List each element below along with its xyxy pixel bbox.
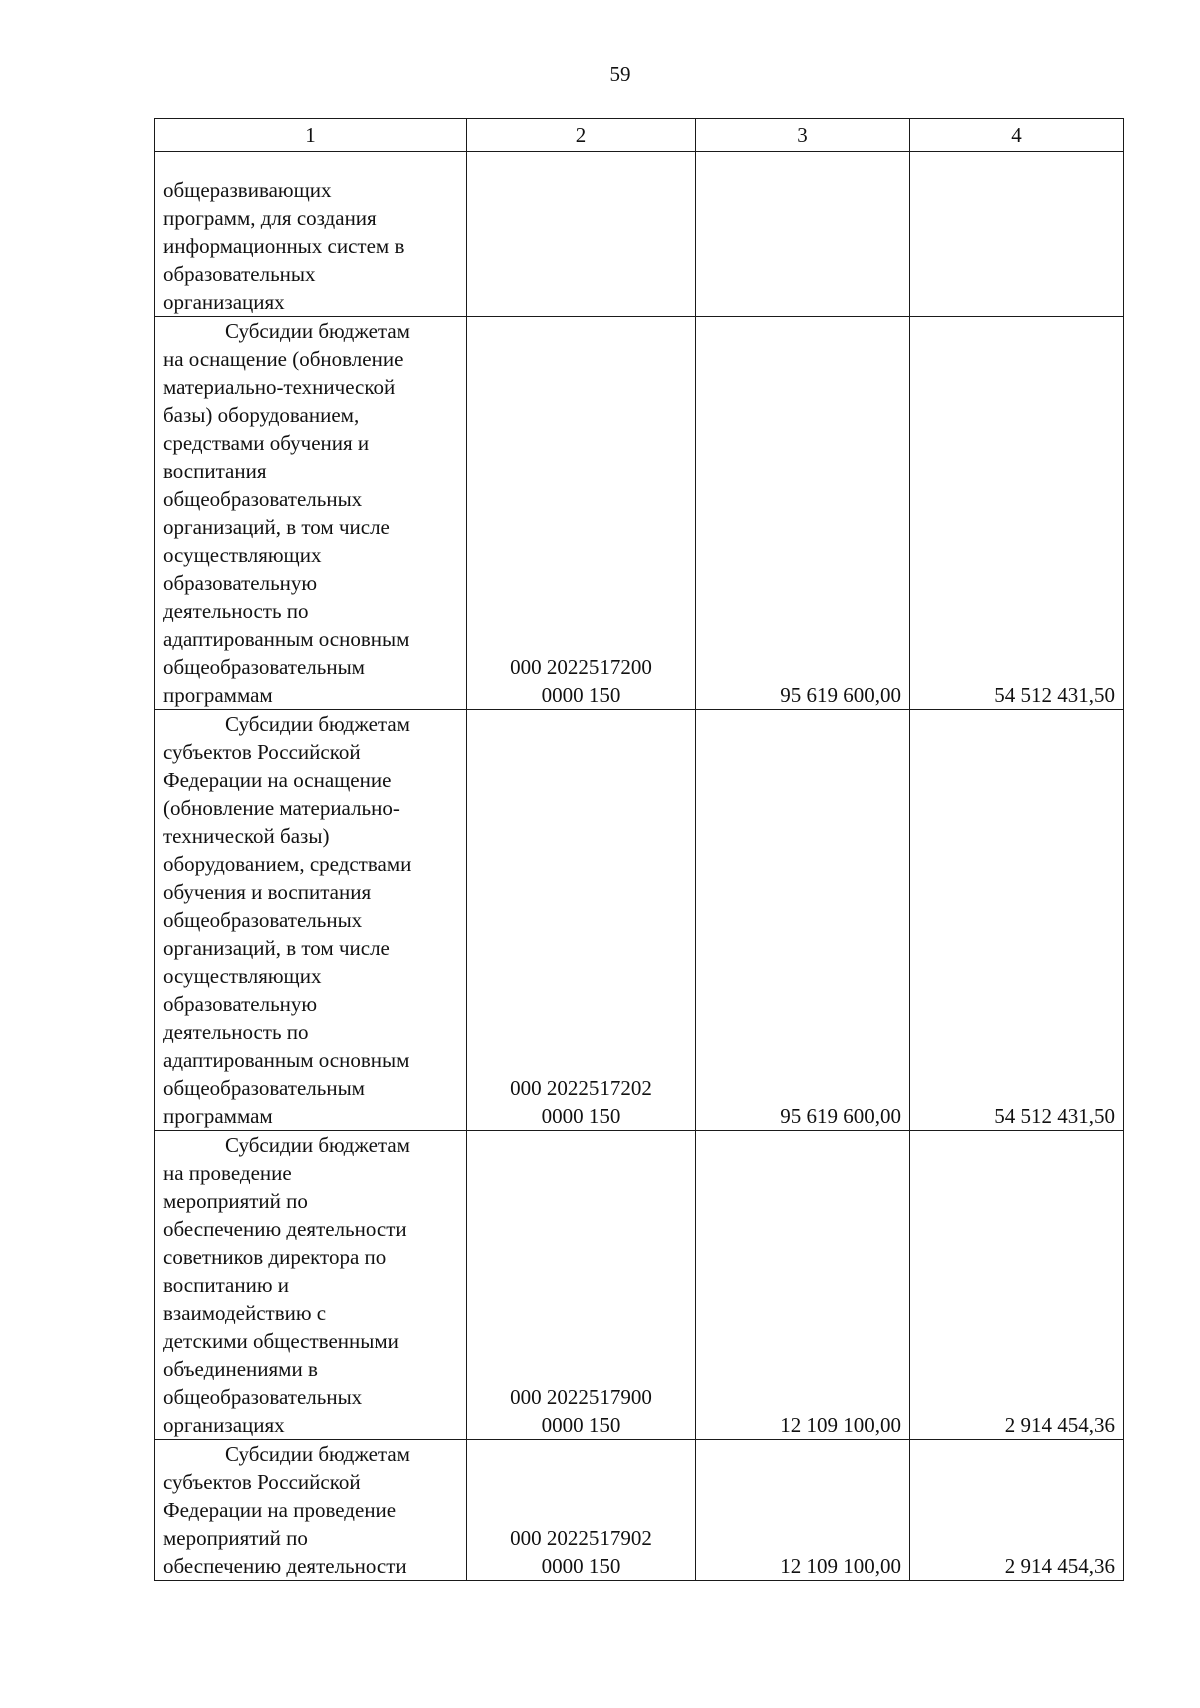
item-name-line: воспитания — [163, 459, 267, 483]
item-name-line: организаций, в том числе — [163, 936, 390, 960]
executed-amount-cell: 54 512 431,50 — [910, 710, 1124, 1131]
item-name-line: мероприятий по — [163, 1526, 308, 1550]
item-name-line: обучения и воспитания — [163, 880, 372, 904]
item-name-line: Субсидии бюджетам — [225, 1442, 410, 1466]
item-name-line: образовательных — [163, 262, 316, 286]
item-name-line: общеобразовательных — [163, 1385, 363, 1409]
item-name-line: субъектов Российской — [163, 1470, 361, 1494]
table-row — [155, 1131, 1124, 1440]
budget-code-line: 000 2022517202 — [510, 1076, 652, 1100]
budget-code-cell — [467, 710, 696, 1131]
item-name-cell — [155, 317, 467, 710]
item-name-line: общеобразовательным — [163, 655, 365, 679]
item-name-line: детскими общественными — [163, 1329, 399, 1353]
item-name-line: осуществляющих — [163, 964, 322, 988]
table-row — [155, 1440, 1124, 1581]
approved-amount-cell: 95 619 600,00 — [696, 710, 910, 1131]
item-name-line: деятельность по — [163, 599, 309, 623]
budget-code-line: 0000 150 — [541, 1554, 621, 1578]
budget-code-line: 000 2022517900 — [510, 1385, 652, 1409]
item-name-line: (обновление материально- — [163, 796, 400, 820]
item-name-cell — [155, 1440, 467, 1581]
table-row — [155, 317, 1124, 710]
item-name-line: Федерации на проведение — [163, 1498, 397, 1522]
item-name-line: средствами обучения и — [163, 431, 370, 455]
item-name-line: воспитанию и — [163, 1273, 289, 1297]
item-name-line: оборудованием, средствами — [163, 852, 412, 876]
item-name-line: Субсидии бюджетам — [225, 1133, 410, 1157]
item-name-cell — [155, 152, 467, 317]
budget-code-line: 0000 150 — [541, 1413, 621, 1437]
budget-code-line: 0000 150 — [541, 683, 621, 707]
item-name-cell — [155, 710, 467, 1131]
item-name-line: организациях — [163, 290, 285, 314]
executed-amount-cell: 2 914 454,36 — [910, 1440, 1124, 1581]
item-name-line: образовательную — [163, 571, 318, 595]
column-header-3: 3 — [696, 119, 910, 152]
budget-code-line: 000 2022517200 — [510, 655, 652, 679]
budget-table — [154, 118, 1124, 1581]
item-name-line: субъектов Российской — [163, 740, 361, 764]
column-header-1: 1 — [155, 119, 467, 152]
column-header-2: 2 — [467, 119, 696, 152]
item-name-line: базы) оборудованием, — [163, 403, 360, 427]
budget-code-line: 0000 150 — [541, 1104, 621, 1128]
approved-amount-cell: 95 619 600,00 — [696, 317, 910, 710]
table-row — [155, 152, 1124, 317]
item-name-line: обеспечению деятельности — [163, 1217, 407, 1241]
item-name-line: обеспечению деятельности — [163, 1554, 407, 1578]
item-name-line: адаптированным основным — [163, 627, 410, 651]
item-name-line: информационных систем в — [163, 234, 405, 258]
executed-amount-cell: 54 512 431,50 — [910, 317, 1124, 710]
budget-code-line: 000 2022517902 — [510, 1526, 652, 1550]
page-number: 59 — [609, 62, 631, 86]
item-name-line: взаимодействию с — [163, 1301, 327, 1325]
budget-code-cell — [467, 152, 696, 317]
item-name-line: программ, для создания — [163, 206, 377, 230]
approved-amount-cell — [696, 152, 910, 317]
item-name-cell — [155, 1131, 467, 1440]
item-name-line: Субсидии бюджетам — [225, 319, 410, 343]
item-name-line: осуществляющих — [163, 543, 322, 567]
approved-amount-cell: 12 109 100,00 — [696, 1440, 910, 1581]
item-name-line: общеобразовательным — [163, 1076, 365, 1100]
item-name-line: программам — [163, 683, 273, 707]
item-name-line: деятельность по — [163, 1020, 309, 1044]
approved-amount-cell: 12 109 100,00 — [696, 1131, 910, 1440]
item-name-line: организациях — [163, 1413, 285, 1437]
item-name-line: материально-технической — [163, 375, 396, 399]
budget-code-cell — [467, 1131, 696, 1440]
item-name-line: адаптированным основным — [163, 1048, 410, 1072]
item-name-line: на оснащение (обновление — [163, 347, 404, 371]
item-name-line: образовательную — [163, 992, 318, 1016]
item-name-line: на проведение — [163, 1161, 292, 1185]
item-name-line: объединениями в — [163, 1357, 318, 1381]
item-name-line: программам — [163, 1104, 273, 1128]
table-row — [155, 710, 1124, 1131]
item-name-line: советников директора по — [163, 1245, 387, 1269]
column-header-4: 4 — [910, 119, 1124, 152]
item-name-line: Субсидии бюджетам — [225, 712, 410, 736]
item-name-line: общеразвивающих — [163, 178, 332, 202]
budget-code-cell — [467, 1440, 696, 1581]
item-name-line: мероприятий по — [163, 1189, 308, 1213]
executed-amount-cell: 2 914 454,36 — [910, 1131, 1124, 1440]
table-header-row — [155, 119, 1124, 152]
item-name-line: технической базы) — [163, 824, 330, 848]
item-name-line: Федерации на оснащение — [163, 768, 392, 792]
item-name-line: организаций, в том числе — [163, 515, 390, 539]
item-name-line: общеобразовательных — [163, 908, 363, 932]
budget-code-cell — [467, 317, 696, 710]
item-name-line: общеобразовательных — [163, 487, 363, 511]
executed-amount-cell — [910, 152, 1124, 317]
